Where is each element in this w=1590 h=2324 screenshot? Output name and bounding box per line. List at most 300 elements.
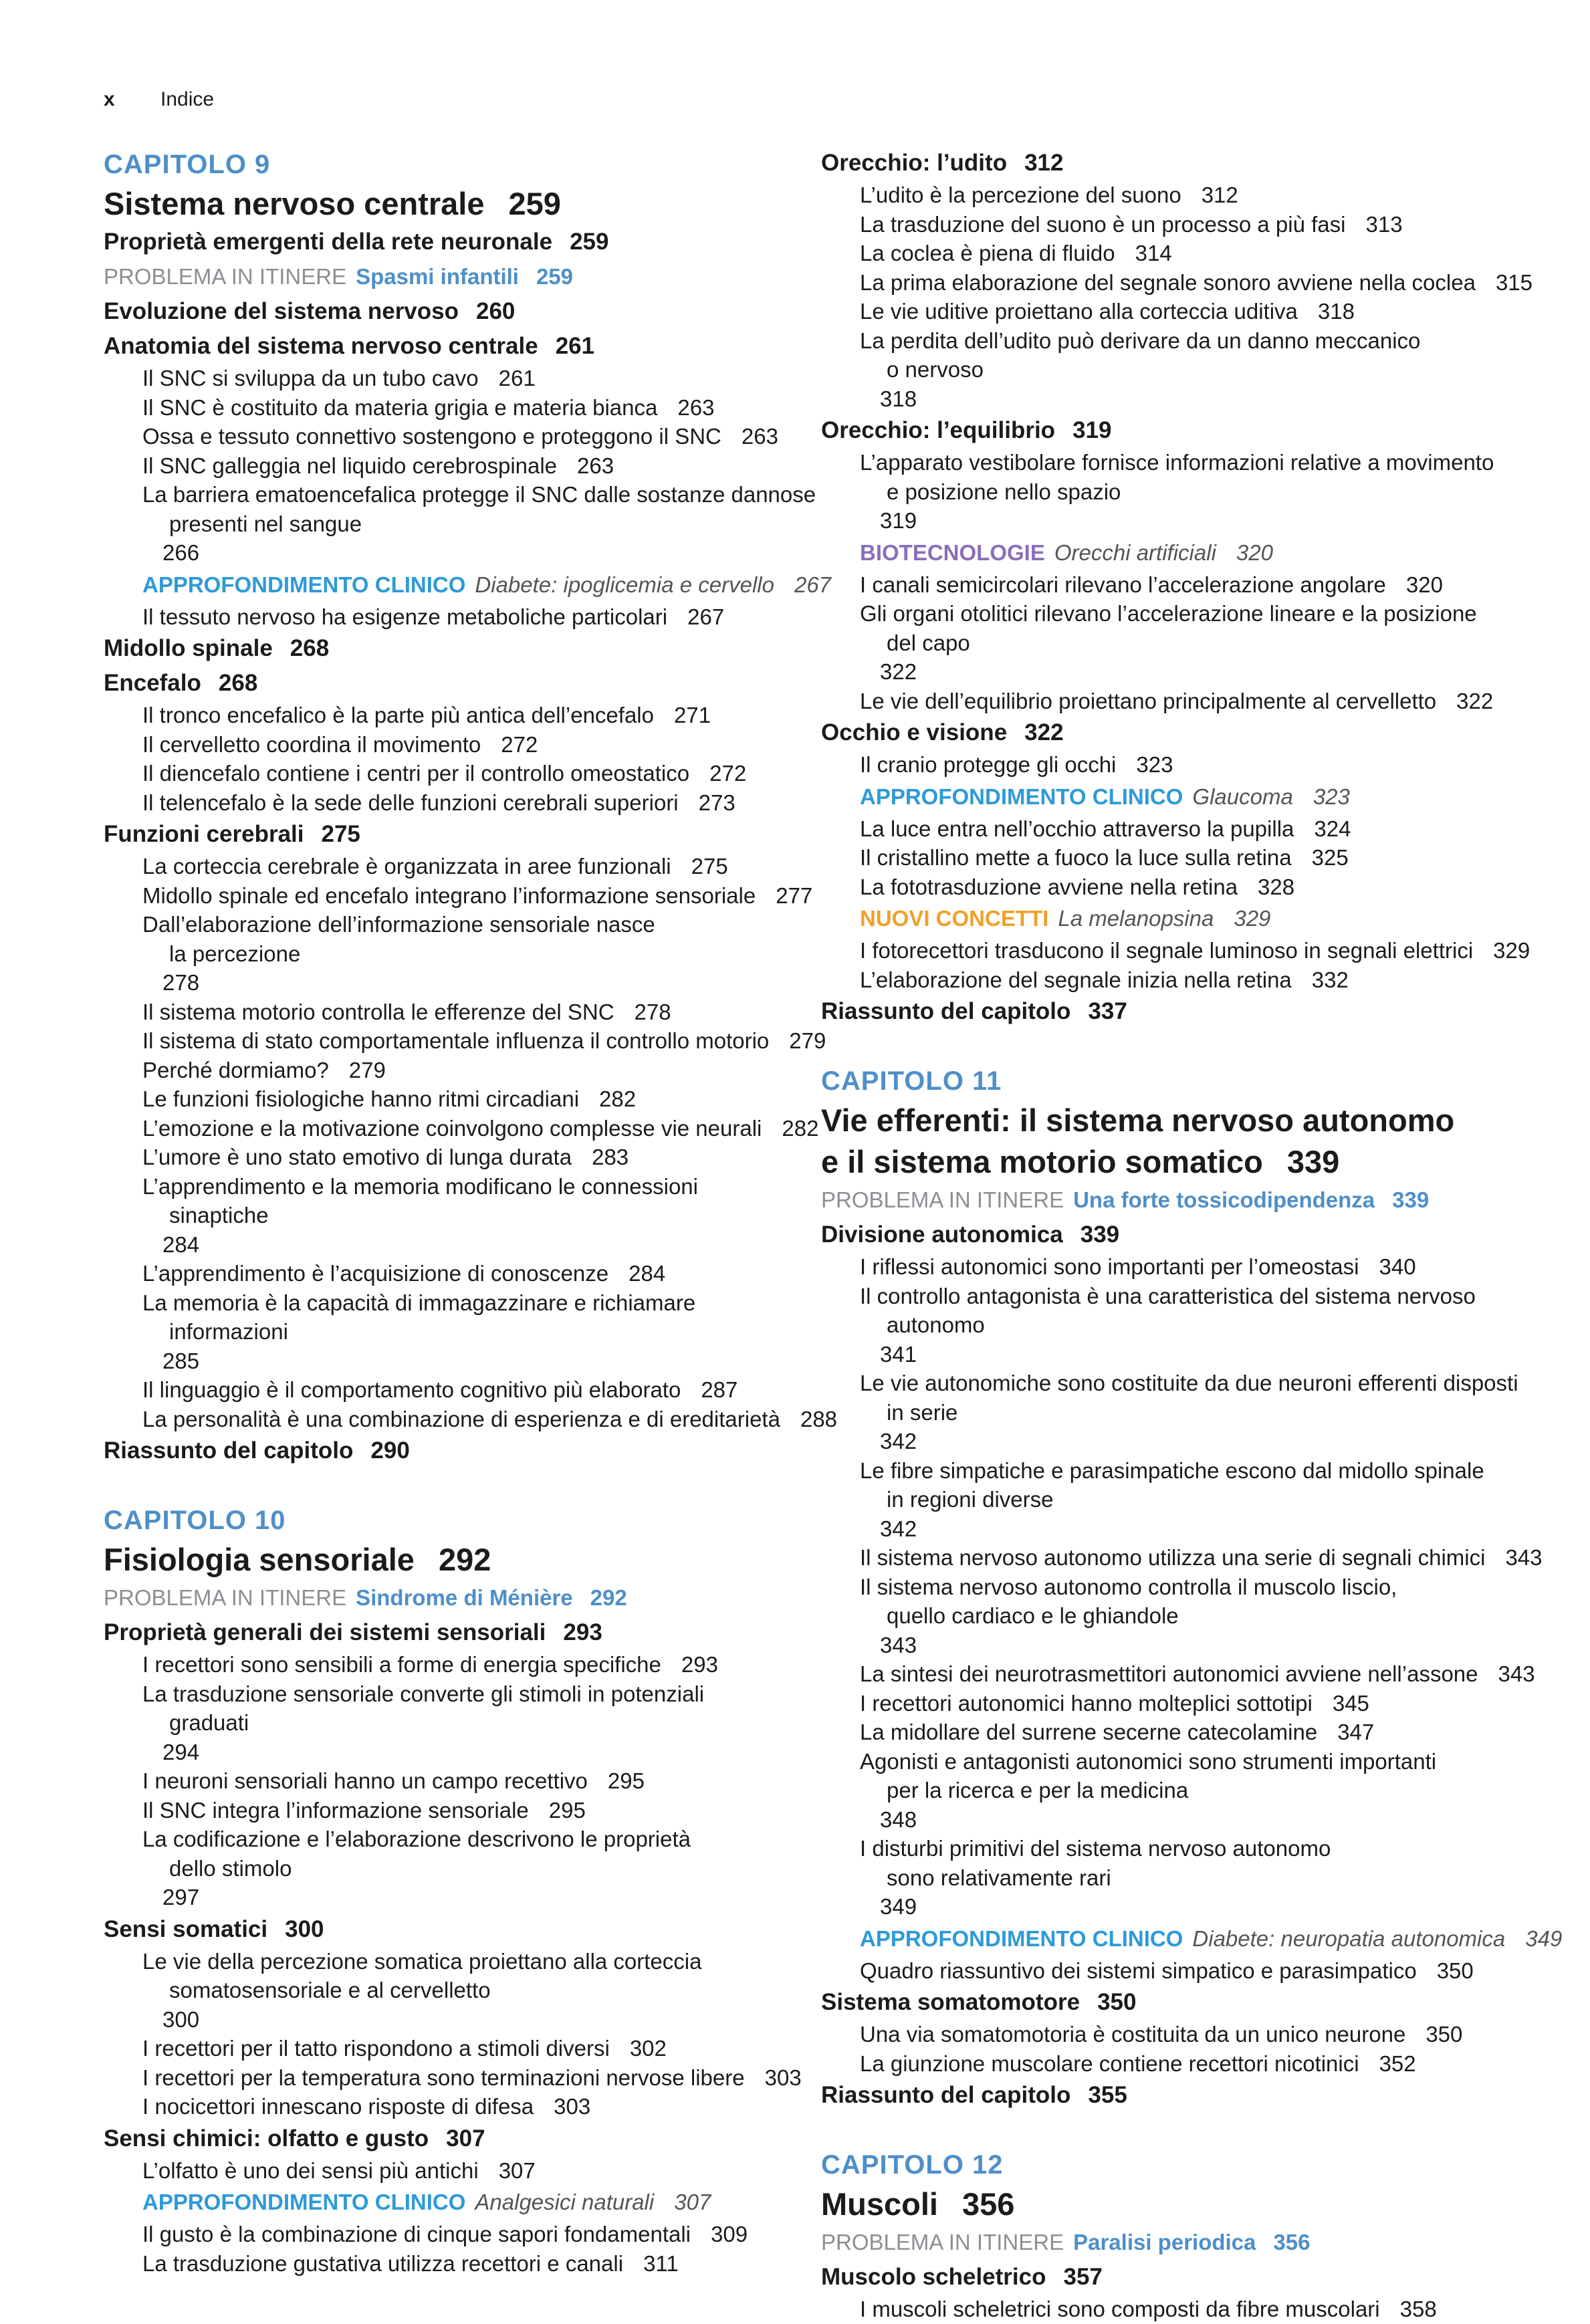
page-ref: 325: [1311, 845, 1349, 870]
toc-entry-text: La memoria è la capacità di immagazzinare e richiamare: [142, 1290, 696, 1315]
toc-entry: [104, 451, 799, 481]
problem-label: PROBLEMA IN ITINERE: [821, 1187, 1064, 1212]
section-heading: [821, 715, 1516, 750]
page-ref: 347: [1337, 1720, 1375, 1744]
page-ref: 356: [961, 2186, 1015, 2222]
chapter-title: [821, 1141, 1516, 1183]
chapter-title-text: Vie efferenti: il sistema nervoso autonomo: [821, 1102, 1455, 1138]
toc-entry-text: Quadro riassuntivo dei sistemi simpatico e parasimpatico: [860, 1958, 1417, 1983]
feature-box-title: Diabete: ipoglicemia e cervello: [475, 572, 774, 597]
toc-entry-continuation: autonomo: [887, 1312, 985, 1337]
toc-entry: [821, 210, 1516, 239]
toc-entry: [104, 701, 799, 730]
chapter-label: CAPITOLO 9: [104, 150, 271, 179]
toc-entry: [821, 2295, 1516, 2324]
toc-entry: [104, 2092, 799, 2121]
section-title: Muscolo scheletrico: [821, 2264, 1046, 2290]
toc-entry: [821, 750, 1516, 780]
page-ref: 339: [1286, 1144, 1340, 1179]
page-ref: 312: [1201, 183, 1238, 207]
page-ref: 277: [776, 883, 813, 908]
page-ref: 268: [290, 635, 330, 661]
toc-entry-text: La barriera ematoencefalica protegge il SNC dalle sostanze dannose: [142, 482, 816, 507]
feature-box-entry: [821, 536, 1516, 570]
chapter-label: CAPITOLO 12: [821, 2150, 1004, 2180]
toc-entry: [104, 1825, 799, 1912]
toc-entry: [104, 1084, 799, 1114]
page-ref: 284: [162, 1232, 200, 1257]
page-ref: 322: [880, 659, 917, 684]
page-ref: 307: [674, 2190, 711, 2214]
page-ref: 288: [800, 1406, 838, 1431]
toc-entry: [104, 2249, 799, 2279]
toc-entry-text: Le vie dell’equilibrio proiettano principalmente al cervelletto: [860, 688, 1437, 713]
section-heading: [104, 666, 799, 701]
page-ref: 279: [789, 1028, 826, 1053]
section-heading: [821, 146, 1516, 181]
feature-box-entry: [104, 2185, 799, 2220]
toc-entry: [821, 326, 1516, 414]
section-title: Sensi chimici: olfatto e gusto: [104, 2125, 429, 2152]
feature-box-label: BIOTECNOLOGIE: [860, 540, 1045, 565]
toc-entry: [821, 1659, 1535, 1689]
toc-entry-text: La coclea è piena di fluido: [860, 241, 1115, 265]
page-ref: 300: [285, 1915, 324, 1942]
toc-entry-text: L’olfatto è uno dei sensi più antichi: [142, 2158, 479, 2183]
toc-entry-text: I recettori autonomici hanno molteplici sottotipi: [860, 1690, 1313, 1716]
toc-entry: [821, 936, 1530, 965]
toc-entry-text: Gli organi otolitici rilevano l’accelerazione lineare e la posizione: [860, 601, 1477, 626]
page-ref: 295: [607, 1768, 645, 1793]
toc-entry-text: L’apparato vestibolare fornisce informazioni relative a movimento: [860, 450, 1494, 475]
page-ref: 315: [1495, 269, 1533, 295]
page-ref: 350: [1436, 1958, 1474, 1983]
toc-entry-text: I fotorecettori trasducono il segnale luminoso in segnali elettrici: [860, 938, 1474, 963]
problem-in-itinere: [104, 259, 799, 294]
chapter-title: [821, 2184, 1516, 2225]
page-ref: 343: [1498, 1661, 1535, 1686]
chapter-title: [104, 1539, 799, 1581]
toc-entry: [821, 1834, 1516, 1922]
toc-entry-text: Il cervelletto coordina il movimento: [142, 731, 481, 757]
section-heading: [104, 631, 799, 666]
page-number: x: [104, 88, 115, 110]
page-ref: 320: [1405, 572, 1443, 597]
toc-entry: [821, 1718, 1516, 1747]
page-ref: 303: [554, 2094, 591, 2119]
toc-entry-text: L’udito è la percezione del suono: [860, 183, 1181, 207]
toc-entry: [104, 480, 816, 568]
toc-entry: [104, 1796, 799, 1825]
section-title: Orecchio: l’equilibrio: [821, 417, 1056, 443]
toc-entry-text: La trasduzione sensoriale converte gli stimoli in potenziali: [142, 1681, 705, 1706]
section-heading: [104, 1912, 799, 1947]
section-title: Encefalo: [104, 670, 201, 696]
feature-box-entry: [821, 780, 1516, 814]
toc-entry-text: L’elaborazione del segnale inizia nella retina: [860, 967, 1292, 992]
section-heading: [821, 413, 1516, 448]
feature-box-label: NUOVI CONCETTI: [860, 906, 1049, 931]
toc-entry: [104, 364, 799, 393]
section-heading: [821, 2260, 1516, 2295]
toc-entry-text: I neuroni sensoriali hanno un campo recettivo: [142, 1768, 588, 1793]
toc-entry-continuation: sono relativamente rari: [887, 1865, 1111, 1890]
page-ref: 295: [548, 1797, 586, 1823]
toc-entry-text: La corteccia cerebrale è organizzata in aree funzionali: [142, 854, 671, 879]
toc-entry: [104, 602, 799, 632]
toc-entry: [821, 570, 1516, 600]
section-title: Riassunto del capitolo: [821, 998, 1071, 1024]
feature-box-label: APPROFONDIMENTO CLINICO: [860, 784, 1183, 809]
page-ref: 273: [698, 790, 735, 815]
toc-entry: [104, 1026, 826, 1056]
section-title: Occhio e visione: [821, 719, 1008, 745]
page-ref: 314: [1135, 241, 1172, 265]
toc-entry-continuation: o nervoso: [887, 357, 984, 382]
section-title: Sistema somatomotore: [821, 1989, 1081, 2015]
page-ref: 271: [673, 703, 711, 727]
page-ref: 343: [1505, 1545, 1543, 1570]
toc-entry: [821, 1543, 1543, 1573]
section-heading: [821, 1985, 1516, 2020]
page-ref: 292: [438, 1542, 491, 1577]
toc-entry: [821, 1369, 1516, 1456]
page-ref: 272: [501, 731, 538, 757]
page-ref: 349: [1525, 1926, 1563, 1951]
toc-entry-text: La personalità è una combinazione di esperienza e di ereditarietà: [142, 1406, 780, 1431]
running-title: Indice: [160, 88, 215, 110]
toc-entry: [104, 1947, 799, 2035]
toc-entry: [104, 422, 799, 451]
toc-entry: [104, 759, 799, 788]
page-ref: 349: [880, 1894, 917, 1919]
chapter-title-text: Fisiologia sensoriale: [104, 1542, 415, 1577]
toc-entry-text: Il controllo antagonista è una caratteristica del sistema nervoso: [860, 1283, 1476, 1308]
section-title: Divisione autonomica: [821, 1222, 1063, 1248]
toc-entry-text: La sintesi dei neurotrasmettitori autonomici avviene nell’assone: [860, 1661, 1478, 1686]
page-ref: 259: [536, 264, 574, 289]
toc-entry: [104, 788, 799, 818]
problem-title: Sindrome di Ménière: [356, 1585, 573, 1610]
toc-entry-text: Il sistema motorio controlla le efferenze del SNC: [142, 999, 614, 1024]
page-ref: 268: [218, 670, 258, 696]
page-ref: 342: [880, 1429, 917, 1454]
toc-entry-continuation: quello cardiaco e le ghiandole: [887, 1603, 1179, 1628]
toc-entry-text: Il tessuto nervoso ha esigenze metaboliche particolari: [142, 604, 668, 629]
feature-box-title: Glaucoma: [1192, 784, 1293, 809]
toc-entry: [104, 1375, 799, 1405]
toc-entry: [821, 1282, 1516, 1369]
chapter-summary-heading: [821, 2078, 1516, 2113]
chapter-title-text: e il sistema motorio somatico: [821, 1144, 1263, 1179]
page-ref: 283: [592, 1145, 629, 1169]
problem-in-itinere: [821, 1183, 1516, 1217]
toc-entry: [104, 1056, 799, 1085]
toc-entry-text: Le vie uditive proiettano alla corteccia uditiva: [860, 299, 1298, 324]
toc-entry-continuation: somatosensoriale e al cervelletto: [169, 1978, 491, 2002]
page-ref: 311: [643, 2250, 679, 2276]
toc-entry-text: I disturbi primitivi del sistema nervoso autonomo: [860, 1836, 1331, 1861]
page-ref: 259: [570, 229, 609, 255]
page-ref: 318: [880, 386, 917, 411]
page-ref: 300: [162, 2006, 200, 2032]
toc-entry: [104, 393, 799, 423]
toc-entry-text: La giunzione muscolare contiene recettori nicotinici: [860, 2051, 1359, 2076]
toc-entry-text: Il sistema nervoso autonomo utilizza una serie di segnali chimici: [860, 1545, 1486, 1570]
toc-entry-text: La trasduzione gustativa utilizza recettori e canali: [142, 2250, 624, 2276]
page-ref: 323: [1313, 784, 1350, 809]
toc-column-right: [821, 146, 1563, 2324]
toc-entry-text: La codificazione e l’elaborazione descrivono le proprietà: [142, 1827, 691, 1851]
page-ref: 312: [1024, 150, 1064, 176]
toc-entry-text: Il linguaggio è il comportamento cognitivo più elaborato: [142, 1377, 681, 1402]
page-ref: 337: [1088, 998, 1127, 1024]
page-ref: 302: [629, 2036, 667, 2061]
page-ref: 318: [1317, 299, 1355, 324]
toc-entry-text: La midollare del surrene secerne catecolamine: [860, 1720, 1318, 1744]
page-ref: 284: [629, 1261, 666, 1286]
page-ref: 332: [1311, 967, 1349, 992]
toc-entry: [104, 881, 813, 911]
page-ref: 329: [1493, 938, 1530, 963]
toc-entry-text: Il cranio protegge gli occhi: [860, 752, 1117, 777]
toc-entry: [104, 852, 799, 881]
toc-entry: [821, 1252, 1516, 1282]
toc-entry: [104, 730, 799, 760]
toc-entry: [821, 268, 1533, 298]
page-ref: 303: [764, 2065, 802, 2090]
toc-entry-text: Agonisti e antagonisti autonomici sono strumenti importanti: [860, 1748, 1437, 1774]
toc-entry-text: La luce entra nell’occhio attraverso la pupilla: [860, 816, 1294, 841]
toc-entry-text: Una via somatomotoria è costituita da un unico neurone: [860, 2022, 1406, 2047]
section-title: Riassunto del capitolo: [104, 1437, 354, 1464]
section-heading: [104, 2121, 799, 2156]
page-ref: 350: [1097, 1989, 1137, 2015]
toc-entry-text: Midollo spinale ed encefalo integrano l’informazione sensoriale: [142, 883, 756, 908]
page-ref: 319: [880, 508, 917, 533]
toc-entry: [821, 1573, 1516, 1660]
toc-entry-continuation: la percezione: [169, 941, 301, 966]
toc-entry-text: Ossa e tessuto connettivo sostengono e proteggono il SNC: [142, 424, 721, 449]
problem-in-itinere: [104, 1581, 799, 1615]
feature-box-title: Diabete: neuropatia autonomica: [1192, 1926, 1506, 1951]
section-title: Proprietà emergenti della rete neuronale: [104, 229, 553, 255]
page-ref: 343: [880, 1632, 917, 1657]
page-ref: 340: [1379, 1254, 1416, 1279]
page-ref: 319: [1072, 417, 1112, 443]
page-ref: 292: [590, 1585, 627, 1610]
chapter-title: [821, 1100, 1516, 1141]
toc-entry-text: Le vie della percezione somatica proiettano alla corteccia: [142, 1948, 702, 1974]
page-ref: 357: [1063, 2264, 1103, 2290]
toc-entry: [104, 998, 799, 1027]
feature-box-title: Orecchi artificiali: [1054, 540, 1216, 565]
toc-entry: [821, 965, 1516, 995]
page-ref: 294: [162, 1739, 200, 1764]
toc-entry-text: Il tronco encefalico è la parte più antica dell’encefalo: [142, 703, 654, 727]
feature-box-title: La melanopsina: [1058, 906, 1214, 931]
feature-box-entry: [104, 568, 832, 602]
section-heading: [104, 294, 799, 329]
toc-entry-text: I muscoli scheletrici sono composti da fibre muscolari: [860, 2297, 1380, 2321]
page-ref: 282: [782, 1115, 819, 1141]
toc-entry-continuation: presenti nel sangue: [169, 511, 362, 536]
toc-entry-continuation: sinaptiche: [169, 1203, 269, 1228]
problem-title: Una forte tossicodipendenza: [1073, 1187, 1375, 1212]
page-ref: 329: [1234, 906, 1271, 931]
page-ref: 282: [599, 1086, 637, 1111]
toc-entry: [104, 1679, 799, 1767]
page-ref: 267: [794, 572, 832, 597]
toc-entry-text: I recettori sono sensibili a forme di energia specifiche: [142, 1652, 661, 1677]
toc-entry-text: La fototrasduzione avviene nella retina: [860, 874, 1238, 899]
page-ref: 293: [681, 1652, 718, 1677]
toc-entry-text: Il telencefalo è la sede delle funzioni cerebrali superiori: [142, 790, 679, 815]
toc-entry: [104, 2034, 799, 2063]
page-ref: 320: [1236, 540, 1273, 565]
toc-entry-text: La perdita dell’udito può derivare da un danno meccanico: [860, 328, 1421, 353]
problem-label: PROBLEMA IN ITINERE: [821, 2230, 1064, 2254]
page-ref: 307: [498, 2158, 536, 2183]
toc-entry: [821, 687, 1516, 716]
toc-entry: [821, 1747, 1516, 1835]
toc-entry-text: Il SNC si sviluppa da un tubo cavo: [142, 366, 479, 390]
page-ref: 322: [1024, 719, 1064, 745]
chapter-summary-heading: [821, 994, 1516, 1029]
toc-entry-continuation: informazioni: [169, 1319, 288, 1344]
page-ref: 341: [880, 1341, 917, 1367]
toc-entry-text: I riflessi autonomici sono importanti per l’omeostasi: [860, 1254, 1359, 1279]
feature-box-label: APPROFONDIMENTO CLINICO: [860, 1926, 1183, 1951]
page-ref: 275: [321, 821, 360, 847]
page-ref: 272: [709, 761, 747, 786]
section-title: Proprietà generali dei sistemi sensoriali: [104, 1619, 546, 1645]
page-ref: 345: [1332, 1690, 1369, 1716]
toc-entry: [104, 1288, 799, 1376]
section-heading: [104, 1615, 799, 1650]
toc-entry-continuation: graduati: [169, 1710, 249, 1735]
page-ref: 259: [508, 186, 561, 221]
page-ref: 279: [348, 1057, 386, 1082]
page-ref: 324: [1314, 816, 1351, 841]
page-ref: 352: [1379, 2051, 1416, 2076]
section-title: Orecchio: l’udito: [821, 150, 1008, 176]
toc-entry-continuation: in serie: [887, 1399, 958, 1425]
toc-entry-text: Dall’elaborazione dell’informazione sensoriale nasce: [142, 912, 655, 937]
toc-entry: [821, 814, 1516, 844]
section-heading: [104, 817, 799, 852]
toc-entry: [104, 1172, 799, 1260]
page-ref: 263: [577, 453, 614, 478]
running-head: [104, 88, 214, 111]
page-ref: 313: [1365, 211, 1403, 237]
page-ref: 261: [498, 366, 536, 390]
problem-label: PROBLEMA IN ITINERE: [104, 264, 347, 289]
page-ref: 348: [880, 1807, 917, 1832]
toc-entry-text: La trasduzione del suono è un processo a più fasi: [860, 211, 1346, 237]
section-title: Funzioni cerebrali: [104, 821, 304, 847]
chapter-title-text: Muscoli: [821, 2186, 938, 2222]
toc-entry: [104, 1259, 799, 1288]
section-title: Anatomia del sistema nervoso centrale: [104, 333, 538, 359]
toc-entry: [104, 1766, 799, 1796]
toc-entry-text: Il diencefalo contiene i centri per il controllo omeostatico: [142, 761, 690, 786]
page-ref: 278: [634, 999, 671, 1024]
toc-entry-continuation: per la ricerca e per la medicina: [887, 1778, 1189, 1803]
problem-label: PROBLEMA IN ITINERE: [104, 1585, 347, 1610]
page-ref: 356: [1273, 2230, 1311, 2254]
toc-entry: [821, 2020, 1516, 2049]
feature-box-label: APPROFONDIMENTO CLINICO: [142, 572, 466, 597]
feature-box-title: Analgesici naturali: [475, 2190, 655, 2214]
problem-title: Paralisi periodica: [1073, 2230, 1256, 2254]
toc-entry: [821, 181, 1516, 210]
toc-entry-continuation: in regioni diverse: [887, 1487, 1054, 1512]
toc-entry-text: La prima elaborazione del segnale sonoro avviene nella coclea: [860, 269, 1476, 295]
toc-entry-text: Il SNC integra l’informazione sensoriale: [142, 1797, 529, 1823]
page-ref: 266: [162, 540, 200, 565]
toc-entry-text: Il SNC è costituito da materia grigia e materia bianca: [142, 394, 658, 420]
toc-entry-text: I nocicettori innescano risposte di difesa: [142, 2094, 534, 2119]
page-ref: 350: [1426, 2022, 1463, 2047]
toc-entry-text: I recettori per la temperatura sono terminazioni nervose libere: [142, 2065, 745, 2090]
toc-entry: [104, 1114, 819, 1143]
toc-entry: [104, 1405, 838, 1434]
page-ref: 323: [1136, 752, 1173, 777]
toc-entry-text: Le fibre simpatiche e parasimpatiche escono dal midollo spinale: [860, 1458, 1484, 1483]
toc-entry-text: Il SNC galleggia nel liquido cerebrospinale: [142, 453, 558, 478]
toc-entry: [104, 2220, 799, 2249]
toc-entry-continuation: dello stimolo: [169, 1855, 292, 1881]
toc-entry-text: I canali semicircolari rilevano l’accelerazione angolare: [860, 572, 1386, 597]
page-ref: 328: [1258, 874, 1295, 899]
section-heading: [104, 225, 799, 259]
toc-entry-text: Il sistema di stato comportamentale influenza il controllo motorio: [142, 1028, 770, 1053]
toc-entry: [821, 239, 1516, 268]
page-ref: 287: [701, 1377, 738, 1402]
toc-entry-continuation: e posizione nello spazio: [887, 479, 1121, 504]
toc-entry-text: L’apprendimento è l’acquisizione di conoscenze: [142, 1261, 609, 1286]
toc-entry: [104, 2156, 799, 2186]
section-title: Sensi somatici: [104, 1915, 268, 1942]
toc-entry: [821, 873, 1516, 902]
toc-column-left: [104, 146, 838, 2278]
page-ref: 275: [691, 854, 728, 879]
toc-entry: [821, 1689, 1516, 1718]
page-ref: 342: [880, 1516, 917, 1541]
feature-box-label: APPROFONDIMENTO CLINICO: [142, 2190, 466, 2214]
page-ref: 297: [162, 1885, 200, 1909]
page-ref: 293: [563, 1619, 602, 1645]
section-heading: [821, 1217, 1516, 1252]
toc-entry: [821, 599, 1516, 687]
page-ref: 339: [1392, 1187, 1430, 1212]
page-ref: 309: [711, 2222, 748, 2246]
toc-entry-text: Le vie autonomiche sono costituite da due neuroni efferenti disposti: [860, 1371, 1518, 1395]
chapter-label: CAPITOLO 10: [104, 1506, 286, 1535]
toc-entry-text: I recettori per il tatto rispondono a stimoli diversi: [142, 2036, 610, 2061]
page-ref: 358: [1399, 2297, 1437, 2321]
problem-in-itinere: [821, 2225, 1516, 2260]
page-ref: 290: [370, 1437, 410, 1464]
section-title: Evoluzione del sistema nervoso: [104, 298, 459, 324]
toc-entry-text: Il sistema nervoso autonomo controlla il muscolo liscio,: [860, 1574, 1397, 1599]
toc-entry: [821, 1956, 1516, 1986]
toc-entry-text: L’emozione e la motivazione coinvolgono complesse vie neurali: [142, 1115, 762, 1141]
page-ref: 260: [476, 298, 516, 324]
feature-box-entry: [821, 901, 1516, 936]
toc-entry: [821, 843, 1516, 873]
